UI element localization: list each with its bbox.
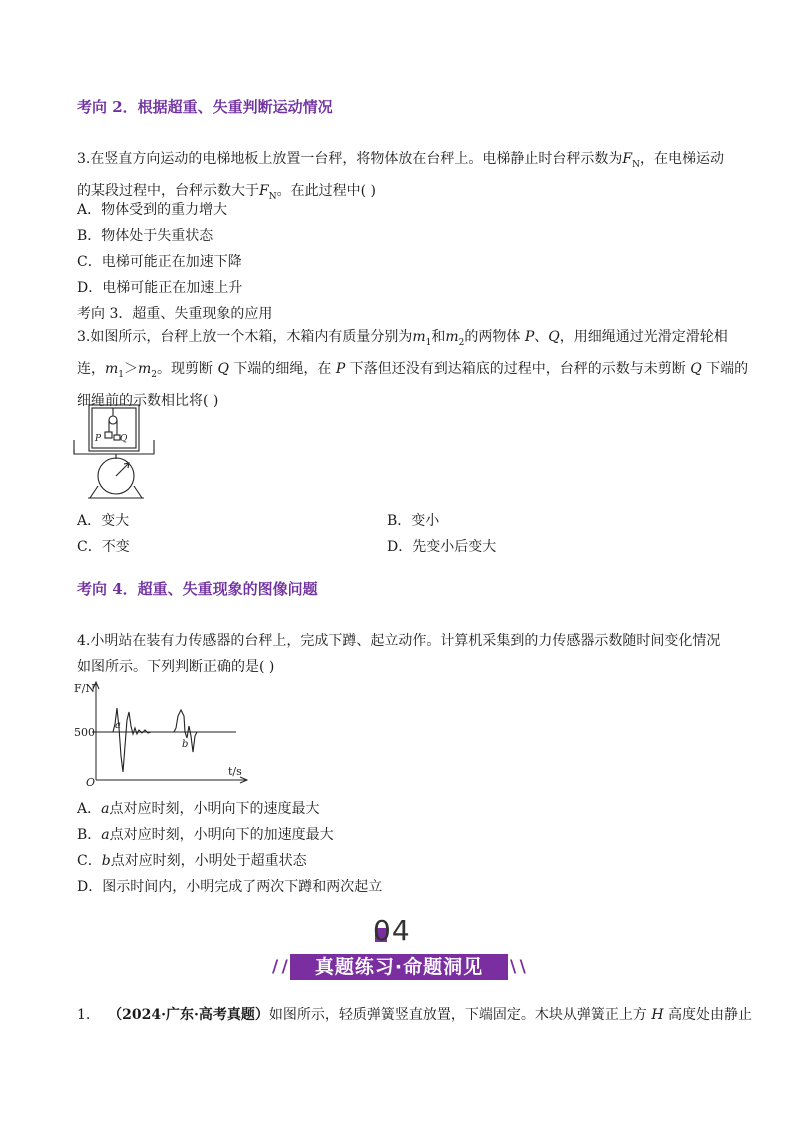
option-a: A．变大 — [77, 513, 130, 529]
question-3a-text: 3.在竖直方向运动的电梯地板上放置一台秤，将物体放在台秤上。电梯静止时台秤示数为$F_N$，在电梯运动 的某段过程中，台秤示数大于$F_N$。在此过程中( ) — [77, 151, 724, 202]
y-tick-500: 500 — [74, 726, 95, 739]
banner-title: 真题练习·命题洞见 — [314, 956, 484, 978]
option-d: D．先变小后变大 — [387, 539, 497, 555]
option-a: A．物体受到的重力增大 — [77, 202, 228, 218]
question-1-text: 1. （2024·广东·高考真题）如图所示，轻质弹簧竖直放置，下端固定。木块从弹簧正上方 H 高度处由静止 — [77, 1007, 753, 1023]
section-heading-4: 考向 4．超重、失重现象的图像问题 — [77, 580, 318, 598]
banner-hatch-right: \ \ — [510, 957, 526, 977]
option-a: A．a点对应时刻，小明向下的速度最大 — [77, 801, 320, 817]
x-axis-label: t/s — [228, 765, 242, 778]
option-b: B．变小 — [387, 513, 440, 529]
question-4-text: 4.小明站在装有力传感器的台秤上，完成下蹲、起立动作。计算机采集到的力传感器示数随时间变化情况 如图所示。下列判断正确的是( ) — [77, 633, 721, 675]
section-heading-3: 考向 3．超重、失重现象的应用 — [77, 306, 273, 322]
option-b: B．a点对应时刻，小明向下的加速度最大 — [77, 827, 334, 843]
question-3b-text: 3.如图所示，台秤上放一个木箱，木箱内有质量分别为$m_1$和$m_2$的两物体 P、Q，用细绳通过光滑定滑轮相 连，$m_1>m_2$。现剪断 Q 下端的细绳，在 P 下落但还没有到达箱底的过程中，台秤的示数与未剪断 Q 下端的 细绳前的示数相比将( ) — [77, 329, 749, 409]
banner-number: 04 — [373, 914, 411, 947]
label-q: Q — [120, 434, 128, 444]
option-c: C．不变 — [77, 539, 130, 555]
option-d: D．电梯可能正在加速上升 — [77, 280, 243, 296]
option-d: D．图示时间内，小明完成了两次下蹲和两次起立 — [77, 879, 383, 895]
scale-box-figure — [72, 404, 157, 502]
label-p: P — [95, 434, 102, 444]
y-axis-label: F/N — [74, 682, 95, 695]
banner-hatch-left: / / — [272, 957, 288, 977]
point-b-label: b — [182, 739, 189, 750]
force-time-graph — [70, 676, 250, 788]
section-heading-2: 考向 2．根据超重、失重判断运动情况 — [77, 98, 333, 116]
origin-label: O — [86, 776, 96, 788]
point-a-label: a — [115, 720, 121, 731]
option-b: B．物体处于失重状态 — [77, 228, 214, 244]
option-c: C．b点对应时刻，小明处于超重状态 — [77, 853, 307, 869]
option-c: C．电梯可能正在加速下降 — [77, 254, 242, 270]
